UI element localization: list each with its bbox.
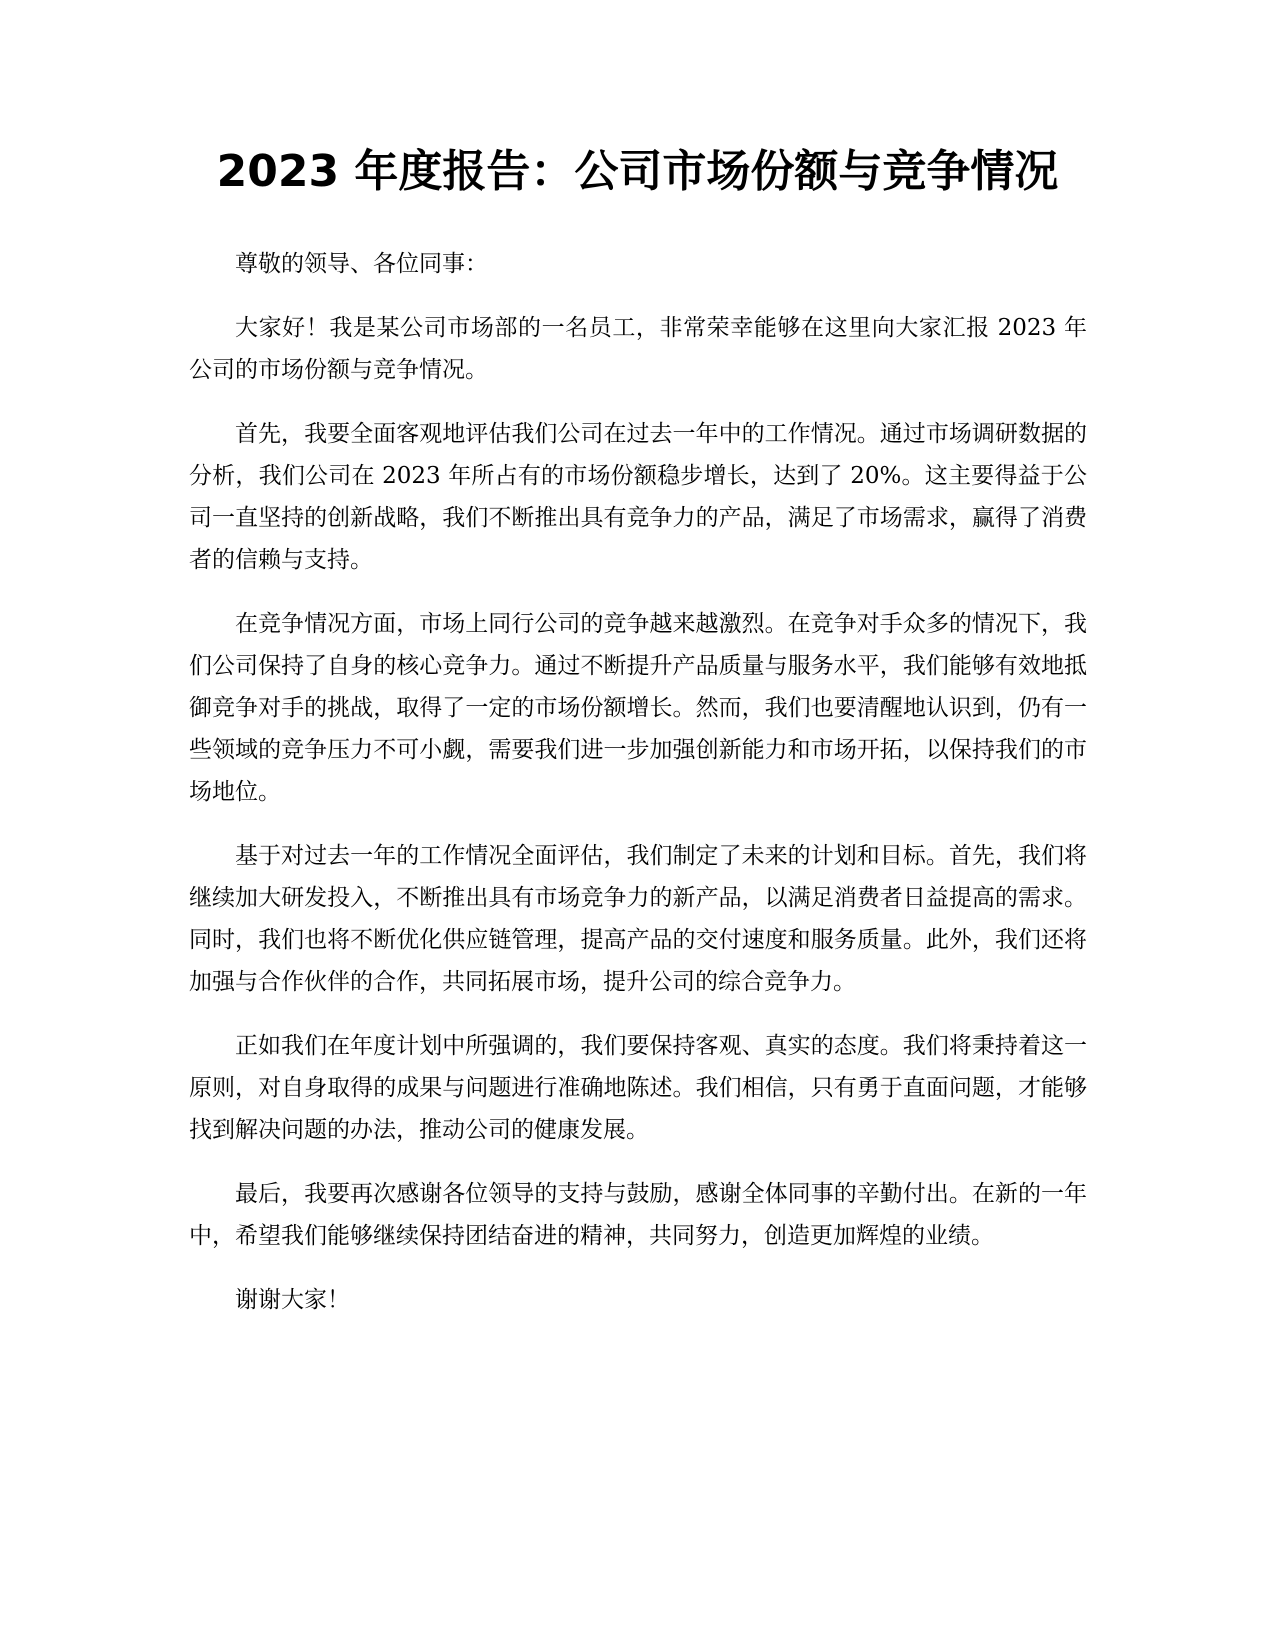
evaluation-paragraph: 首先，我要全面客观地评估我们公司在过去一年中的工作情况。通过市场调研数据的分析，我们公司在 2023 年所占有的市场份额稳步增长，达到了 20%。这主要得益于公司一直坚持的创新战略，我们不断推出具有竞争力的产品，满足了市场需求，赢得了消费者的信赖与支持。: [189, 421, 1087, 573]
competition-paragraph: 在竞争情况方面，市场上同行公司的竞争越来越激烈。在竞争对手众多的情况下，我们公司保持了自身的核心竞争力。通过不断提升产品质量与服务水平，我们能够有效地抵御竞争对手的挑战，取得了一定的市场份额增长。然而，我们也要清醒地认识到，仍有一些领域的竞争压力不可小觑，需要我们进一步加强创新能力和市场开拓，以保持我们的市场地位。: [189, 611, 1087, 805]
closing-paragraph: 谢谢大家！: [235, 1287, 350, 1313]
intro-paragraph: 大家好！我是某公司市场部的一名员工，非常荣幸能够在这里向大家汇报 2023 年公司的市场份额与竞争情况。: [189, 315, 1087, 383]
greeting-paragraph: 尊敬的领导、各位同事：: [235, 251, 488, 277]
plans-paragraph: 基于对过去一年的工作情况全面评估，我们制定了未来的计划和目标。首先，我们将继续加大研发投入，不断推出具有市场竞争力的新产品，以满足消费者日益提高的需求。同时，我们也将不断优化供应链管理，提高产品的交付速度和服务质量。此外，我们还将加强与合作伙伴的合作，共同拓展市场，提升公司的综合竞争力。: [189, 843, 1087, 995]
principle-paragraph: 正如我们在年度计划中所强调的，我们要保持客观、真实的态度。我们将秉持着这一原则，对自身取得的成果与问题进行准确地陈述。我们相信，只有勇于直面问题，才能够找到解决问题的办法，推动公司的健康发展。: [189, 1033, 1087, 1143]
document-title: 2023 年度报告：公司市场份额与竞争情况: [216, 146, 1059, 197]
thanks-paragraph: 最后，我要再次感谢各位领导的支持与鼓励，感谢全体同事的辛勤付出。在新的一年中，希望我们能够继续保持团结奋进的精神，共同努力，创造更加辉煌的业绩。: [189, 1181, 1087, 1249]
document-body: [189, 243, 1087, 1343]
